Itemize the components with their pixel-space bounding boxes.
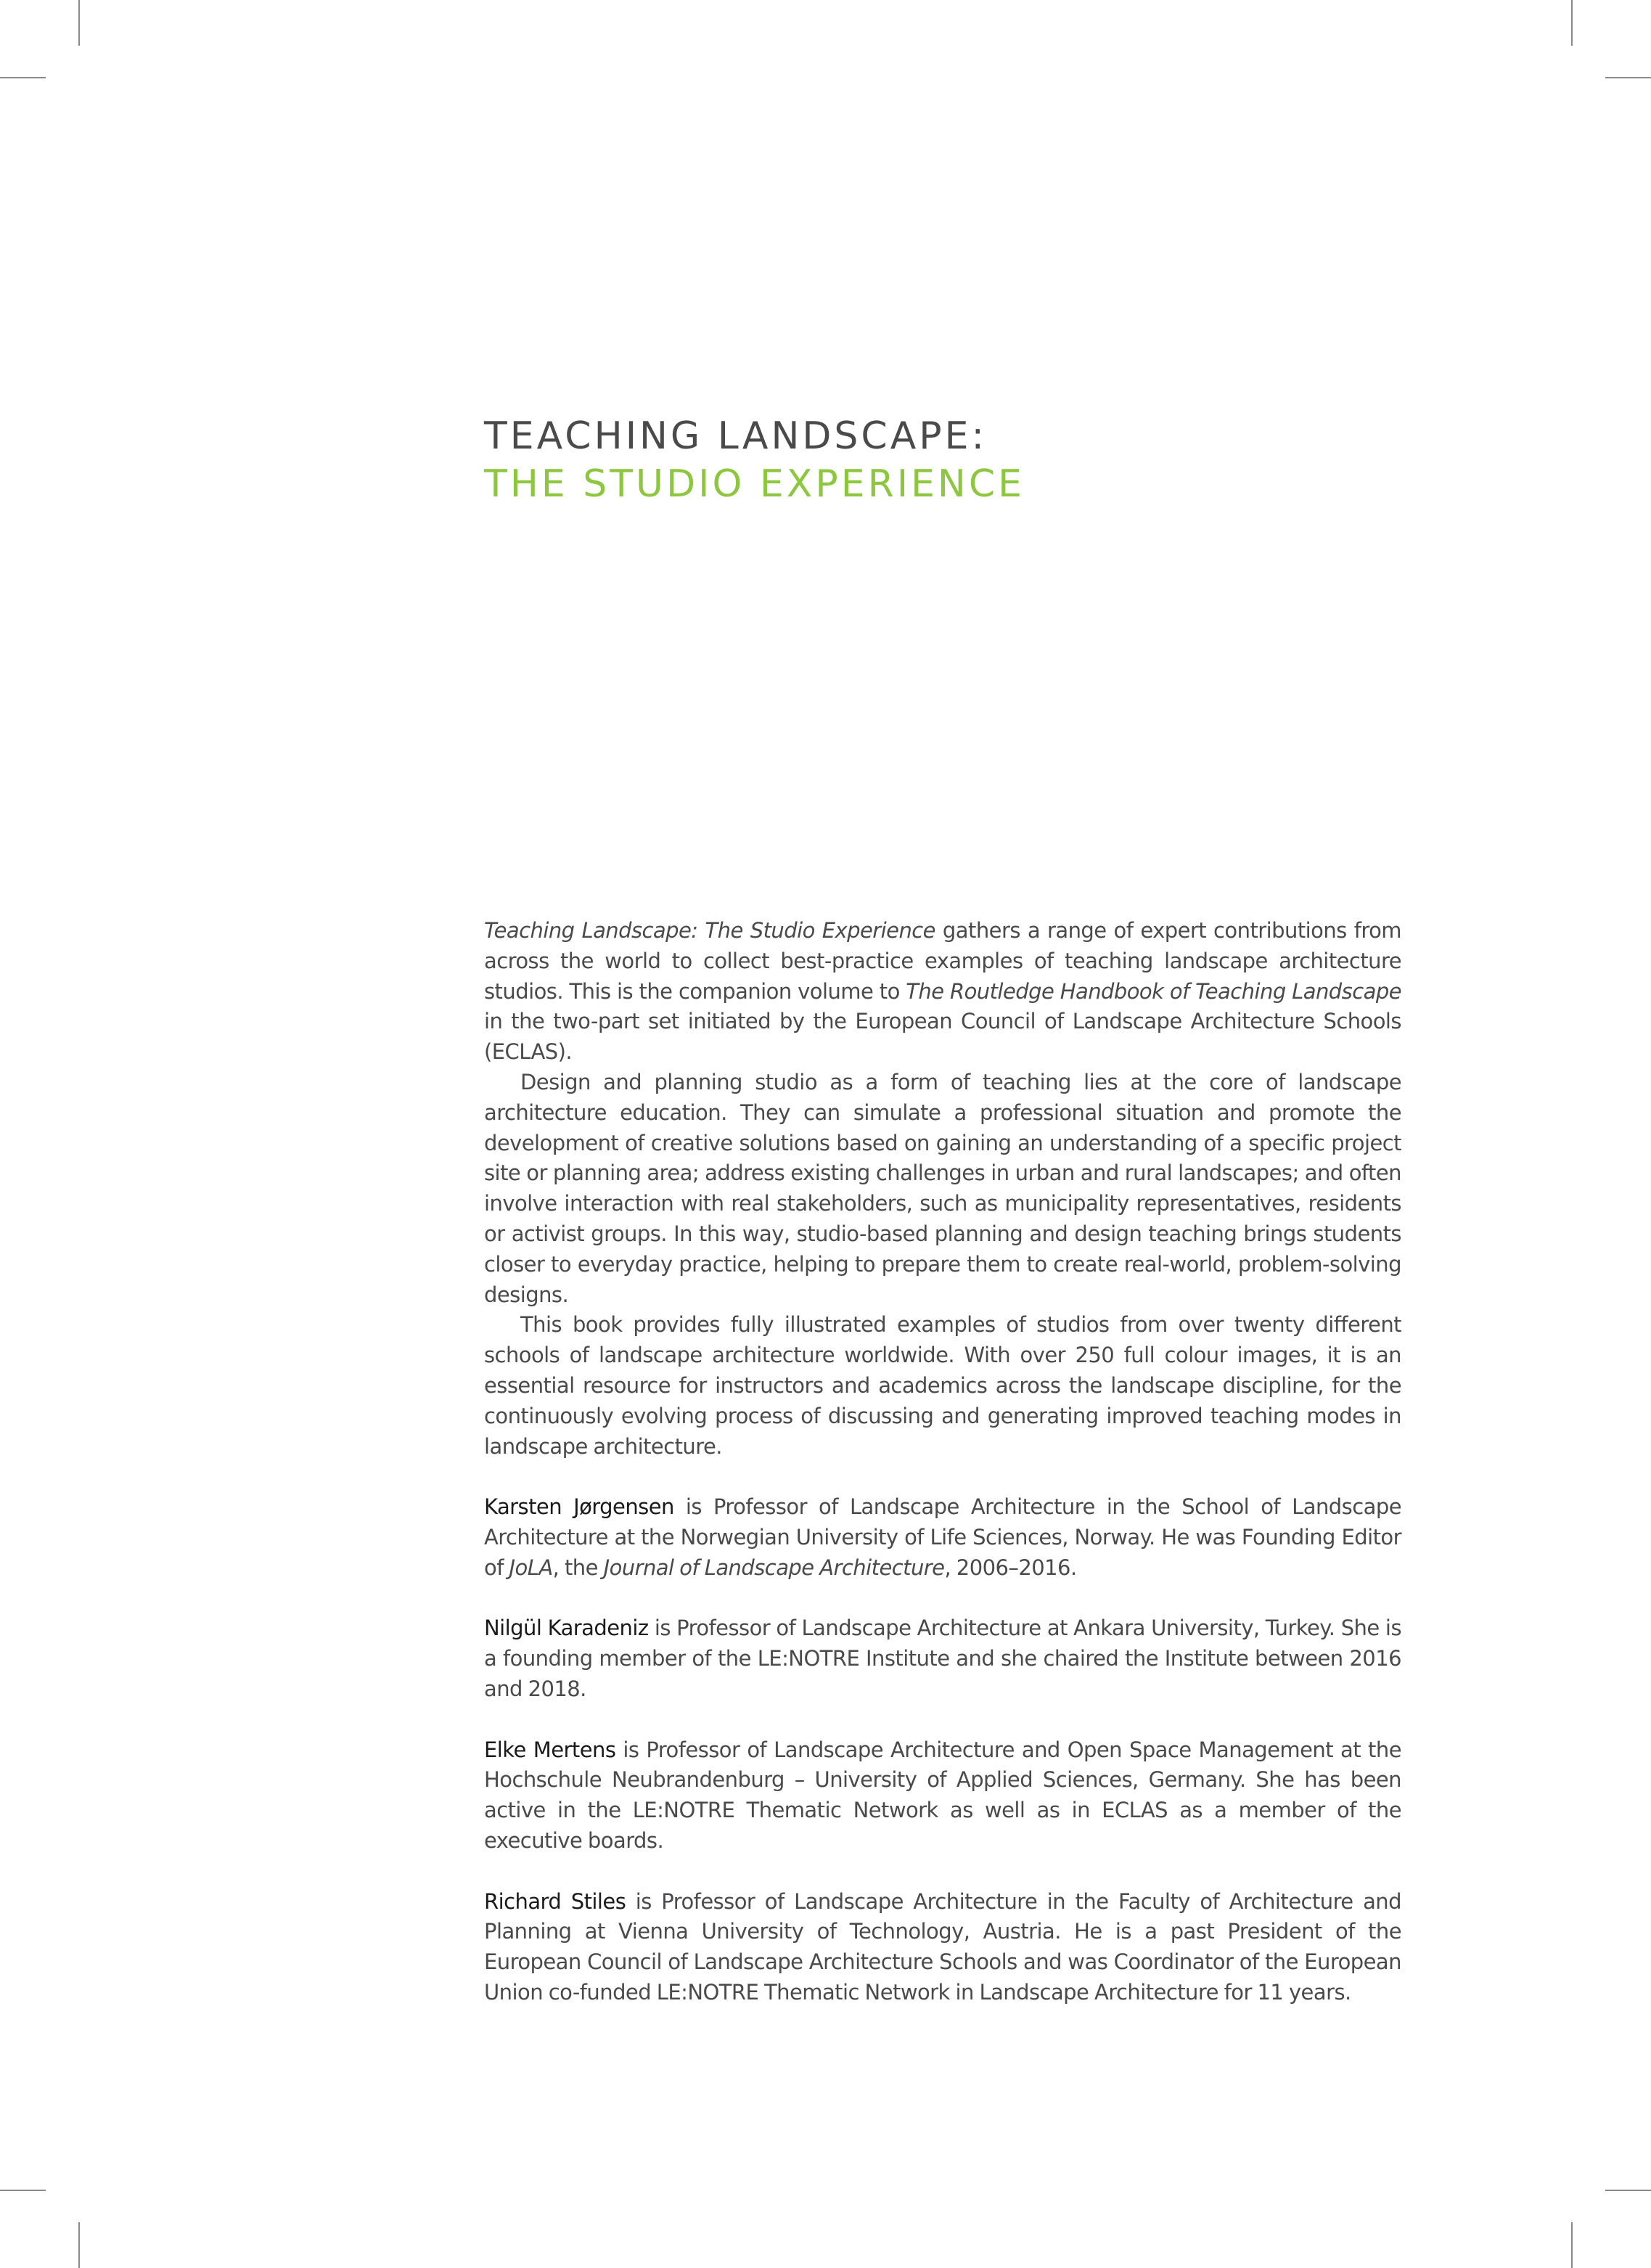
intro-handbook-title: The Routledge Handbook of Teaching Landscape bbox=[906, 978, 1401, 1004]
bio-jorgensen-jola: JoLA bbox=[509, 1555, 553, 1580]
intro-book-title: Teaching Landscape: The Studio Experience bbox=[484, 918, 935, 943]
intro-paragraph-3: This book provides fully illustrated examples of studios from over twenty different schools of landscape architecture worldwide. With over 250 full colour images, it is an essential resource for instructors and academics across the landscape discipline, for the continuously evolving process of discussing and generating improved teaching modes in landscape architecture. bbox=[484, 1312, 1401, 1459]
book-title-line-2: THE STUDIO EXPERIENCE bbox=[484, 462, 1025, 506]
back-cover-text bbox=[484, 916, 1401, 2008]
bio-jorgensen bbox=[484, 1492, 1401, 1583]
crop-mark-top-left-horizontal bbox=[0, 77, 46, 78]
bio-stiles-name: Richard Stiles bbox=[484, 1888, 626, 1914]
crop-mark-top-right-vertical bbox=[1571, 0, 1573, 46]
book-title-line-1: TEACHING LANDSCAPE: bbox=[484, 414, 988, 458]
intro-paragraph-2: Design and planning studio as a form of teaching lies at the core of landscape architecture education. They can simulate a professional situation and promote the development of creative solutions based on gaining an understanding of a specific project site or planning area; address existing challenges in urban and rural landscapes; and often involve interaction with real stakeholders, such as municipality representatives, residents or activist groups. In this way, studio-based planning and design teaching brings students closer to everyday practice, helping to prepare them to create real-world, problem-solving designs. bbox=[484, 1069, 1401, 1307]
bio-mertens-name: Elke Mertens bbox=[484, 1737, 616, 1762]
crop-mark-bottom-right-vertical bbox=[1571, 2222, 1573, 2268]
bio-jorgensen-text-b: , the bbox=[552, 1555, 604, 1580]
crop-mark-bottom-left-horizontal bbox=[0, 2190, 46, 2191]
intro-text-b: in the two-part set initiated by the European Council of Landscape Architecture Schools (ECLAS). bbox=[484, 1009, 1401, 1065]
bio-karadeniz-text: is Professor of Landscape Architecture at Ankara University, Turkey. She is a founding member of the LE:NOTRE Institute and she chaired the Institute between 2016 and 2018. bbox=[484, 1616, 1402, 1701]
intro-text-a: gathers a range of expert contributions from across the world to collect best-practice examples of teaching landscape architecture studios. This is the companion volume to bbox=[484, 918, 1401, 1004]
bio-karadeniz-name: Nilgül Karadeniz bbox=[484, 1616, 649, 1641]
bio-stiles bbox=[484, 1887, 1401, 2008]
crop-mark-bottom-right-horizontal bbox=[1605, 2190, 1651, 2191]
intro-paragraph-1 bbox=[484, 916, 1401, 1068]
crop-mark-bottom-left-vertical bbox=[78, 2222, 80, 2268]
bio-jorgensen-text-c: , 2006–2016. bbox=[944, 1555, 1077, 1580]
bio-mertens bbox=[484, 1735, 1401, 1856]
bio-karadeniz bbox=[484, 1613, 1401, 1704]
bio-jorgensen-name: Karsten Jørgensen bbox=[484, 1494, 674, 1520]
bio-mertens-text: is Professor of Landscape Architecture and Open Space Management at the Hochschule Neubrandenburg – University of Applied Sciences, Germany. She has been active in the LE:NOTRE Thematic Network as well as in ECLAS as a member of the executive boards. bbox=[484, 1737, 1401, 1853]
bio-stiles-text: is Professor of Landscape Architecture in the Faculty of Architecture and Planning at Vienna University of Technology, Austria. He is a past President of the European Council of Landscape Architecture Schools and was Coordinator of the European Union co-funded LE:NOTRE Thematic Network in Landscape Architecture for 11 years. bbox=[484, 1888, 1401, 2005]
bio-jorgensen-journal: Journal of Landscape Architecture bbox=[603, 1555, 945, 1580]
crop-mark-top-right-horizontal bbox=[1605, 77, 1651, 78]
book-title bbox=[484, 412, 1025, 508]
crop-mark-top-left-vertical bbox=[78, 0, 80, 46]
bio-jorgensen-text-a: is Professor of Landscape Architecture in the School of Landscape Architecture at the Norwegian University of Life Sciences, Norway. He was Founding Editor of bbox=[484, 1494, 1401, 1580]
